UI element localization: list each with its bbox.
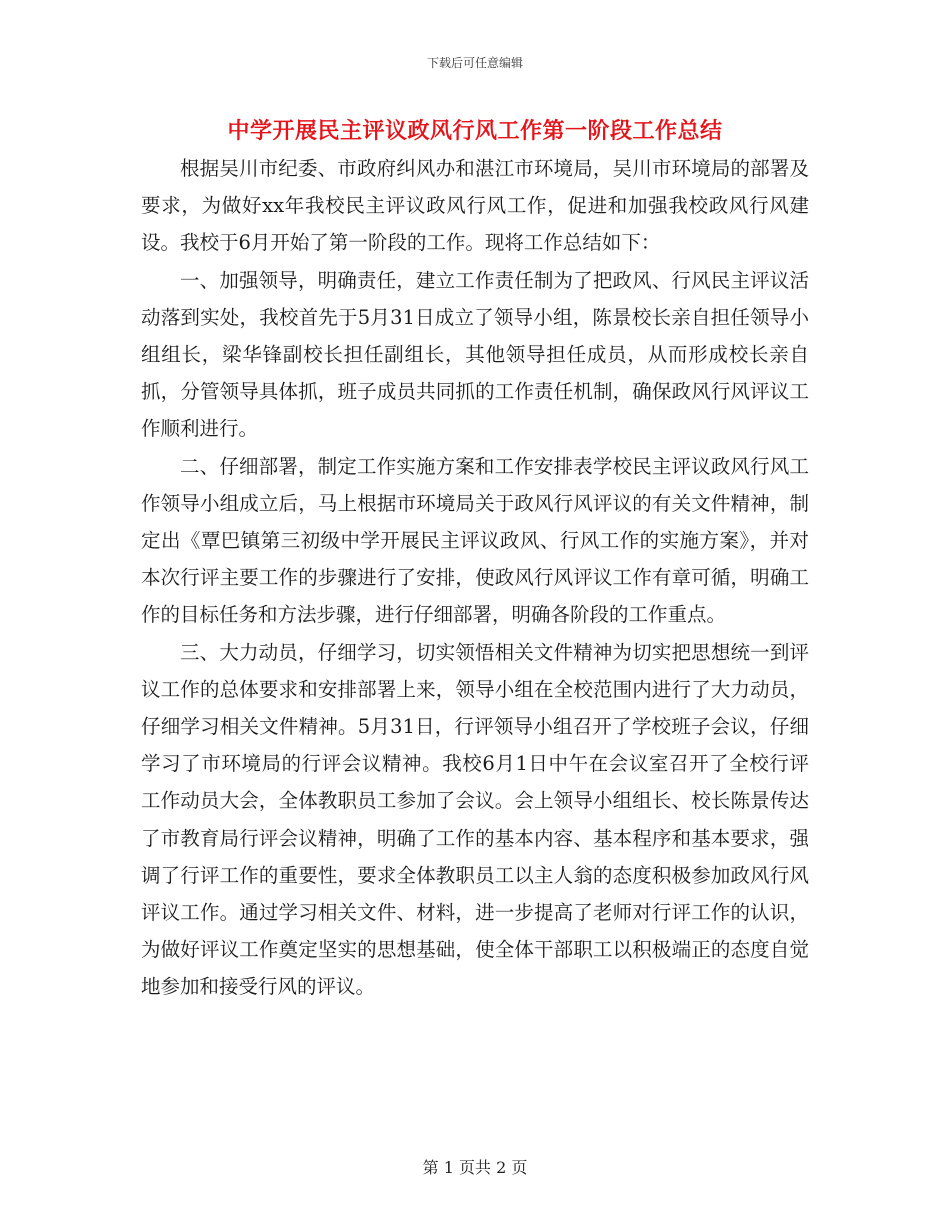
paragraph-section-3: 三、大力动员，仔细学习，切实领悟相关文件精神为切实把思想统一到评议工作的总体要求和安排部署上来，领导小组在全校范围内进行了大力动员，仔细学习相关文件精神。5月31日，行评领导小组召开了学校班子会议，仔细学习了市环境局的行评会议精神。我校6月1日中午在会议室召开了全校行评工作动员大会，全体教职员工参加了会议。会上领导小组组长、校长陈景传达了市教育局行评会议精神，明确了工作的基本内容、基本程序和基本要求，强调了行评工作的重要性，要求全体教职员工以主人翁的态度积极参加政风行风评议工作。通过学习相关文件、材料，进一步提高了老师对行评工作的认识，为做好评议工作奠定坚实的思想基础，使全体干部职工以积极端正的态度自觉地参加和接受行风的评议。: [141, 640, 809, 999]
document-title: 中学开展民主评议政风行风工作第一阶段工作总结: [227, 119, 723, 144]
document-body: [141, 150, 809, 1006]
paragraph-section-1: 一、加强领导，明确责任，建立工作责任制为了把政风、行风民主评议活动落到实处，我校首先于5月31日成立了领导小组，陈景校长亲自担任领导小组组长，梁华锋副校长担任副组长，其他领导担任成员，从而形成校长亲自抓，分管领导具体抓，班子成员共同抓的工作责任机制，确保政风行风评议工作顺利进行。: [141, 268, 809, 441]
paragraph-intro: 根据吴川市纪委、市政府纠风办和湛江市环境局，吴川市环境局的部署及要求，为做好xx年我校民主评议政风行风工作，促进和加强我校政风行风建设。我校于6月开始了第一阶段的工作。现将工作总结如下：: [141, 157, 809, 255]
page-number: 第 1 页共 2 页: [422, 1158, 528, 1177]
header-note: 下载后可任意编辑: [426, 56, 523, 70]
paragraph-section-2: 二、仔细部署，制定工作实施方案和工作安排表学校民主评议政风行风工作领导小组成立后，马上根据市环境局关于政风行风评议的有关文件精神，制定出《覃巴镇第三初级中学开展民主评议政风、行风工作的实施方案》，并对本次行评主要工作的步骤进行了安排，使政风行风评议工作有章可循，明确工作的目标任务和方法步骤，进行仔细部署，明确各阶段的工作重点。: [141, 454, 809, 627]
